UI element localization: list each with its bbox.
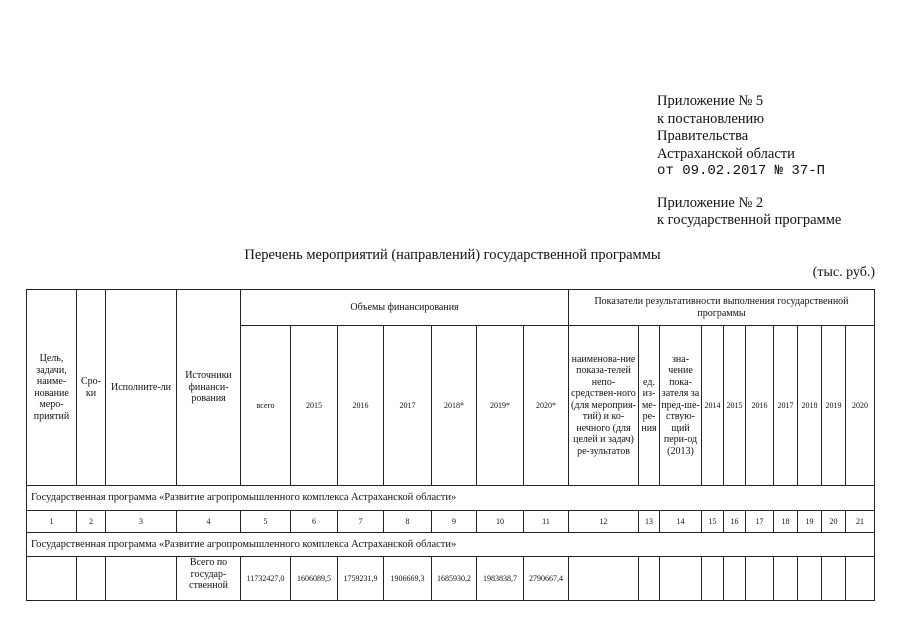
header-year: 2018*	[432, 326, 477, 486]
year-value: 1906669,3	[384, 557, 432, 601]
header-terms: Сро-ки	[77, 290, 106, 486]
appendix-line: Приложение № 5	[657, 93, 764, 109]
year-value: 1759231,9	[338, 557, 384, 601]
empty-cell	[639, 557, 660, 601]
column-number: 4	[177, 511, 241, 533]
empty-cell	[106, 557, 177, 601]
year-value: 2790667,4	[524, 557, 569, 601]
header-indicator-year: 2015	[724, 326, 746, 486]
year-value: 1606089,5	[291, 557, 338, 601]
column-number: 16	[724, 511, 746, 533]
column-number: 14	[660, 511, 702, 533]
empty-cell	[774, 557, 798, 601]
header-funding-group: Объемы финансирования	[241, 290, 569, 326]
header-indicator-year: 2014	[702, 326, 724, 486]
column-number: 9	[432, 511, 477, 533]
empty-cell	[798, 557, 822, 601]
header-year: 2016	[338, 326, 384, 486]
appendix-line: Приложение № 2	[657, 194, 764, 211]
appendix-line: к государственной программе	[657, 212, 842, 228]
empty-cell	[846, 557, 875, 601]
year-value: 1685930,2	[432, 557, 477, 601]
column-number: 21	[846, 511, 875, 533]
header-indicator-year: 2017	[774, 326, 798, 486]
program-row: Государственная программа «Развитие агропромышленного комплекса Астраханской области»	[27, 533, 875, 557]
column-number: 1	[27, 511, 77, 533]
empty-cell	[569, 557, 639, 601]
program-row: Государственная программа «Развитие агропромышленного комплекса Астраханской области»	[27, 486, 875, 511]
column-number: 6	[291, 511, 338, 533]
spacer	[657, 181, 841, 195]
header-indicator-year: 2020	[846, 326, 875, 486]
page-title: Перечень мероприятий (направлений) государственной программы	[244, 247, 661, 263]
column-number: 11	[524, 511, 569, 533]
header-unit: ед. из-ме-ре-ния	[639, 326, 660, 486]
column-number: 17	[746, 511, 774, 533]
column-number: 19	[798, 511, 822, 533]
appendix-block	[657, 93, 841, 230]
year-value: 1983838,7	[477, 557, 524, 601]
empty-cell	[660, 557, 702, 601]
appendix-line: Правительства	[657, 128, 749, 144]
column-number: 8	[384, 511, 432, 533]
appendix-line: к постановлению	[657, 110, 765, 127]
empty-cell	[724, 557, 746, 601]
header-indicator-year: 2018	[798, 326, 822, 486]
header-prev-value: зна-чение пока-зателя за пред-ше-ствую-щий пери-од (2013)	[660, 326, 702, 486]
header-indicator-year: 2016	[746, 326, 774, 486]
column-number: 15	[702, 511, 724, 533]
header-indicator-year: 2019	[822, 326, 846, 486]
measures-table	[26, 289, 875, 601]
column-number: 18	[774, 511, 798, 533]
empty-cell	[702, 557, 724, 601]
column-number: 5	[241, 511, 291, 533]
header-indicators-group: Показатели результативности выполнения государственной программы	[569, 290, 875, 326]
column-number: 12	[569, 511, 639, 533]
column-number: 20	[822, 511, 846, 533]
empty-cell	[27, 557, 77, 601]
appendix-date-line: от 09.02.2017 № 37-П	[657, 163, 826, 179]
header-year: 2019*	[477, 326, 524, 486]
empty-cell	[746, 557, 774, 601]
header-year: 2015	[291, 326, 338, 486]
column-number: 3	[106, 511, 177, 533]
header-goal: Цель, задачи, наиме-нование меро-приятий	[27, 290, 77, 486]
total-row-label: Всего по государ-ственной	[177, 557, 241, 601]
column-number: 10	[477, 511, 524, 533]
column-number: 2	[77, 511, 106, 533]
header-total: всего	[241, 326, 291, 486]
header-executors: Исполните-ли	[106, 290, 177, 486]
header-sources: Источники финанси-рования	[177, 290, 241, 486]
header-indicator-name: наименова-ние показа-телей непо-средствен-ного (для мероприя-тий) и ко-нечного (для целей и задач) ре-зультатов	[569, 326, 639, 486]
empty-cell	[77, 557, 106, 601]
units-label: (тыс. руб.)	[812, 265, 875, 280]
header-year: 2020*	[524, 326, 569, 486]
column-number: 7	[338, 511, 384, 533]
empty-cell	[822, 557, 846, 601]
total-value: 11732427,0	[241, 557, 291, 601]
column-number: 13	[639, 511, 660, 533]
header-year: 2017	[384, 326, 432, 486]
appendix-line: Астраханской области	[657, 145, 795, 162]
